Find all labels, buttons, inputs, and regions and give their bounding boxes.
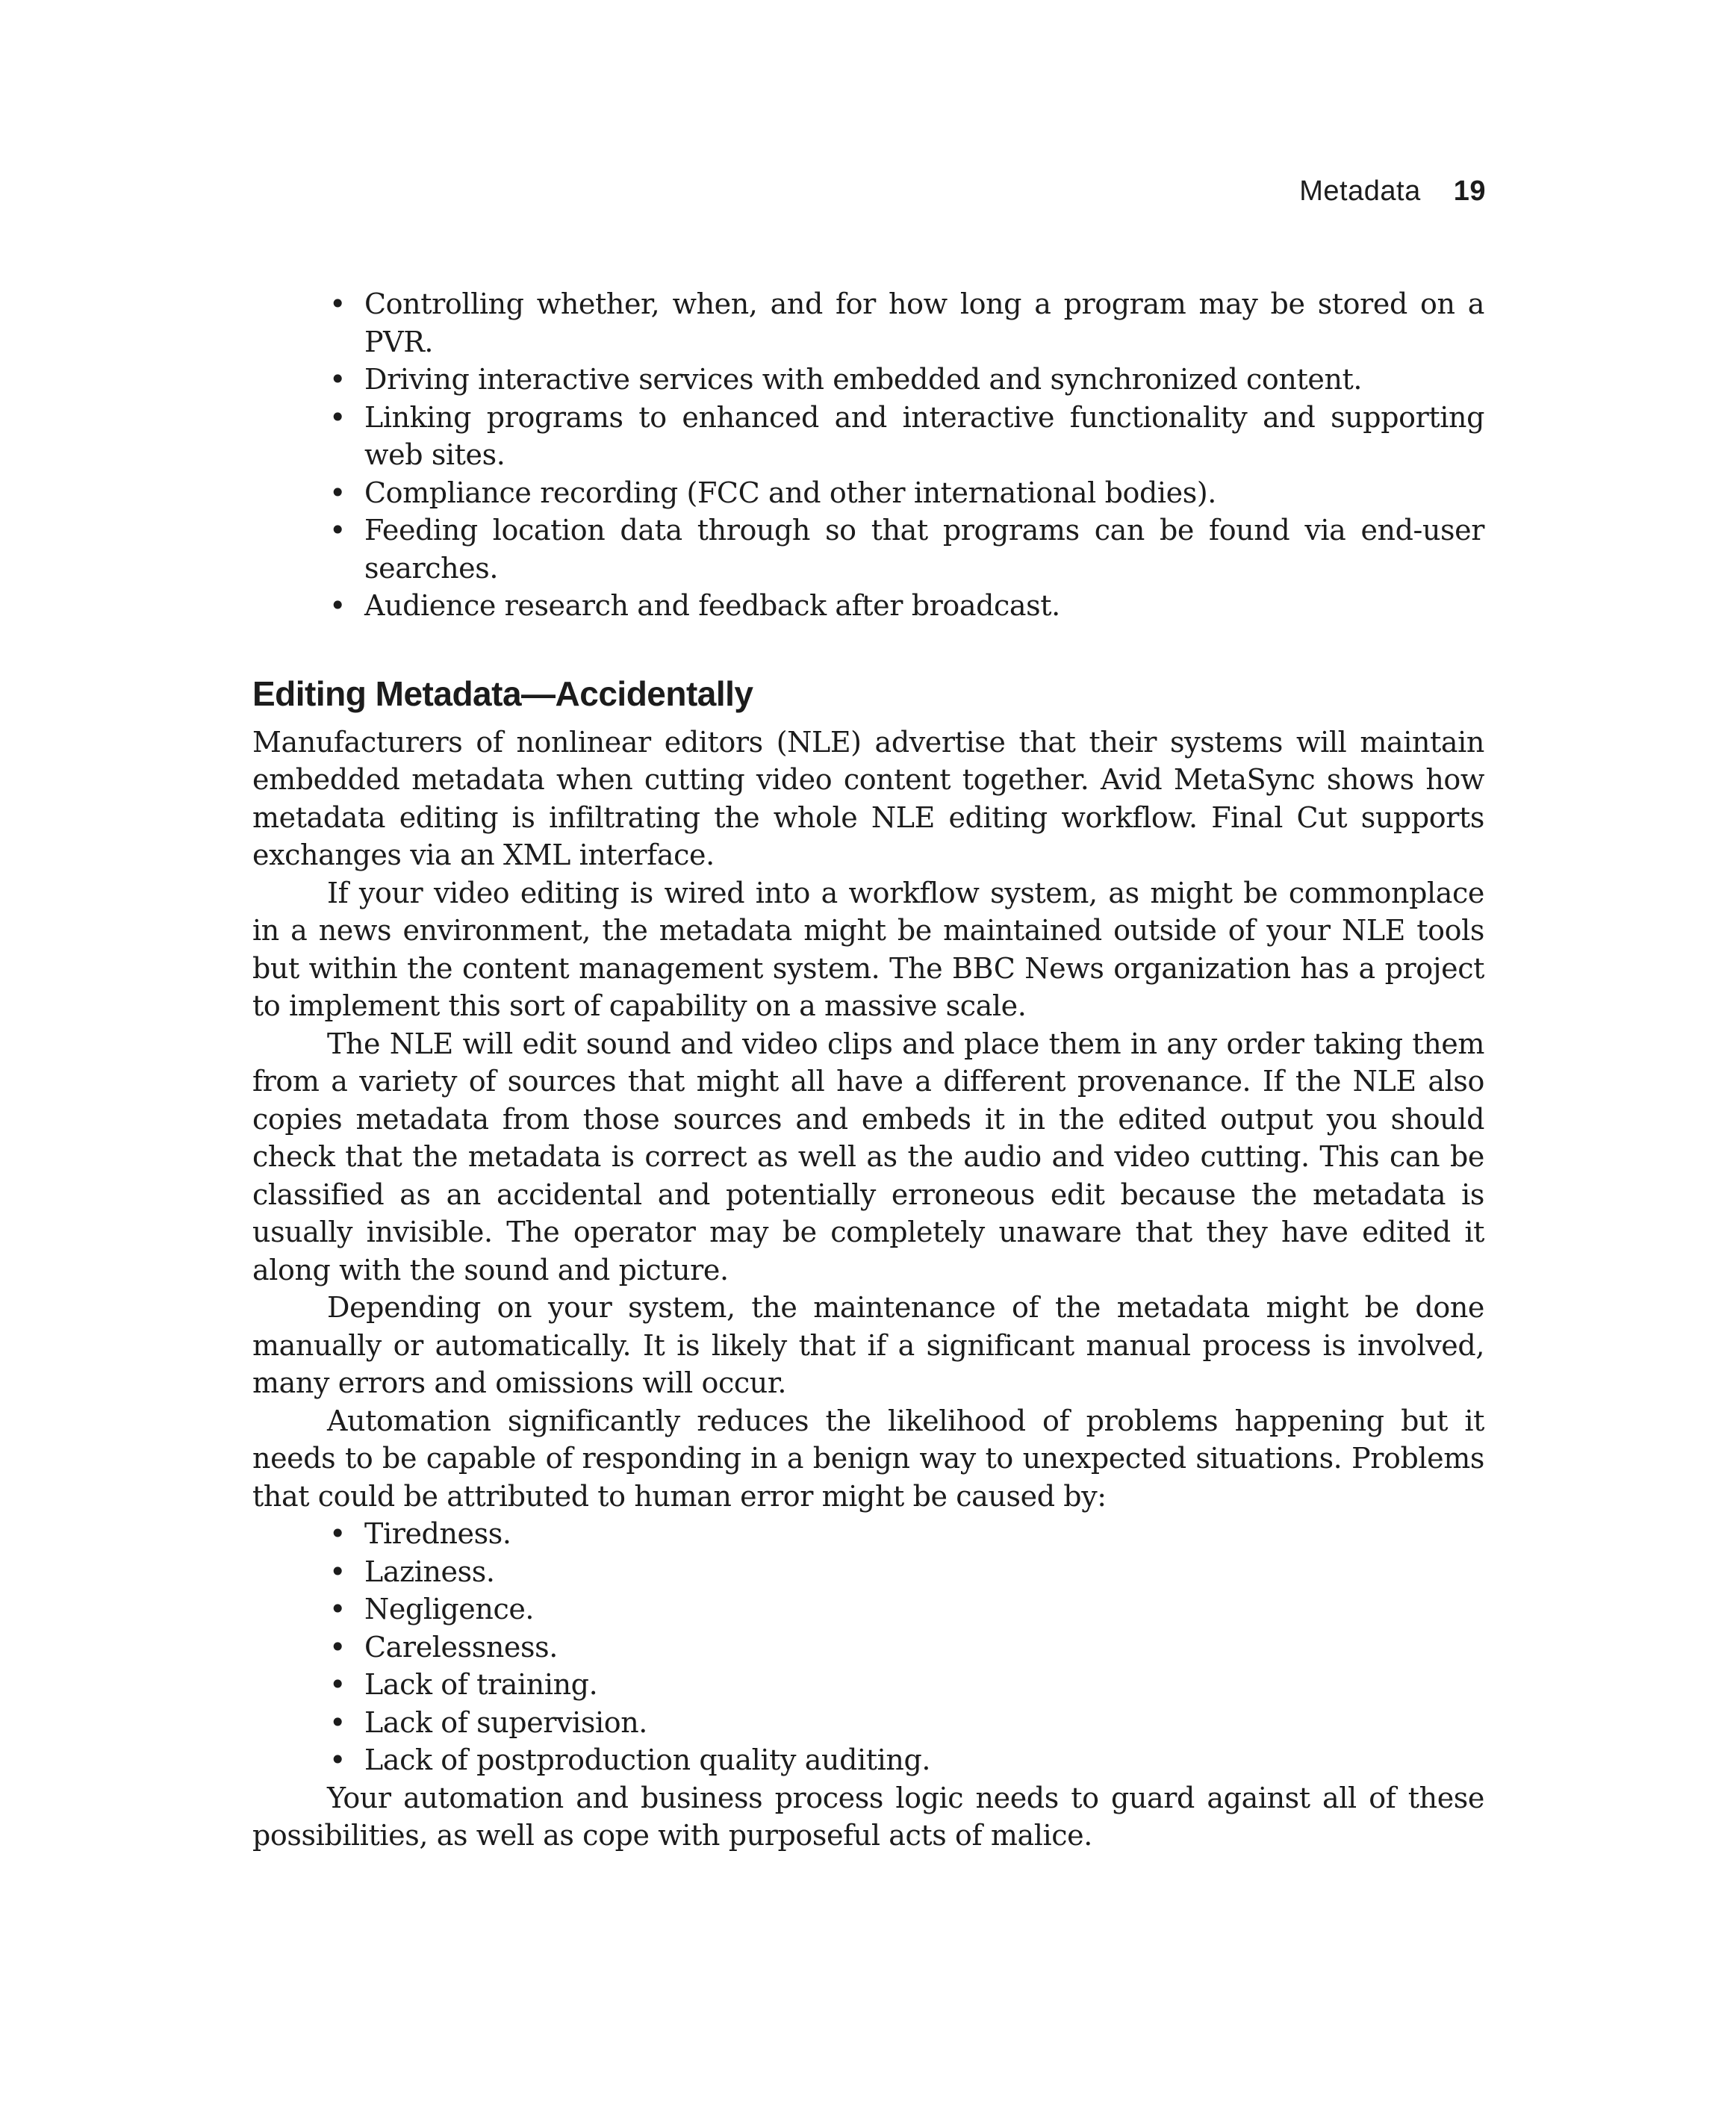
bullet-icon: •	[329, 1593, 346, 1625]
running-header	[1299, 170, 1486, 212]
list-item-text: Compliance recording (FCC and other international bodies).	[364, 476, 1216, 509]
list-item	[252, 1515, 1484, 1553]
list-item	[252, 399, 1484, 474]
list-item-text: Feeding location data through so that programs can be found via end-user searches.	[364, 514, 1484, 585]
list-item	[252, 1628, 1484, 1667]
page-content	[252, 285, 1484, 1855]
list-item-text: Controlling whether, when, and for how long a program may be stored on a PVR.	[364, 287, 1484, 358]
bullet-icon: •	[329, 1668, 346, 1701]
bullet-list-uses	[252, 285, 1484, 625]
list-item-text: Audience research and feedback after broadcast.	[364, 589, 1060, 622]
list-item-text: Laziness.	[364, 1555, 495, 1588]
paragraph: The NLE will edit sound and video clips and place them in any order taking them from a variety of sources that might all have a different provenance. If the NLE also copies metadata from those sources and embeds it in the edited output you should check that the metadata is correct as well as the audio and video cutting. This can be classified as an accidental and potentially erroneous edit because the metadata is usually invisible. The operator may be completely unaware that they have edited it along with the sound and picture.	[252, 1027, 1484, 1287]
list-item	[252, 1704, 1484, 1742]
section-heading: Editing Metadata—Accidentally	[252, 673, 753, 713]
list-item	[252, 285, 1484, 361]
list-item-text: Lack of supervision.	[364, 1705, 647, 1739]
list-item-text: Tiredness.	[364, 1517, 511, 1550]
list-item	[252, 1590, 1484, 1628]
list-item	[252, 1666, 1484, 1704]
list-item-text: Lack of postproduction quality auditing.	[364, 1743, 931, 1776]
bullet-icon: •	[329, 1555, 346, 1588]
list-item	[252, 1741, 1484, 1779]
closing-paragraph: Your automation and business process logic needs to guard against all of these possibilities, as well as cope with purposeful acts of malice.	[252, 1781, 1484, 1852]
bullet-icon: •	[329, 1743, 346, 1776]
paragraph: Depending on your system, the maintenance of the metadata might be done manually or automatically. It is likely that if a significant manual process is involved, many errors and omissions will occur.	[252, 1291, 1484, 1399]
running-header-title: Metadata	[1299, 175, 1421, 207]
page-number: 19	[1453, 175, 1486, 207]
paragraph: Manufacturers of nonlinear editors (NLE) advertise that their systems will maintain embedded metadata when cutting video content together. Avid MetaSync shows how metadata editing is infiltrating the whole NLE editing workflow. Final Cut supports exchanges via an XML interface.	[252, 725, 1484, 871]
list-item-text: Negligence.	[364, 1593, 535, 1625]
bullet-icon: •	[329, 400, 346, 434]
list-item-text: Linking programs to enhanced and interactive functionality and supporting web sites.	[364, 400, 1484, 471]
list-item	[252, 474, 1484, 512]
paragraph: If your video editing is wired into a workflow system, as might be commonplace in a news environment, the metadata might be maintained outside of your NLE tools but within the content management system. The BBC News organization has a project to implement this sort of capability on a massive scale.	[252, 876, 1484, 1022]
bullet-icon: •	[329, 589, 346, 622]
list-item-text: Lack of training.	[364, 1668, 598, 1701]
bullet-list-causes	[252, 1515, 1484, 1779]
bullet-icon: •	[329, 363, 346, 396]
bullet-icon: •	[329, 287, 346, 320]
bullet-icon: •	[329, 1517, 346, 1550]
bullet-icon: •	[329, 514, 346, 547]
list-item	[252, 511, 1484, 587]
bullet-icon: •	[329, 1705, 346, 1739]
list-item	[252, 361, 1484, 399]
list-item-text: Driving interactive services with embedded and synchronized content.	[364, 363, 1363, 396]
list-item	[252, 1553, 1484, 1591]
list-item	[252, 587, 1484, 625]
bullet-icon: •	[329, 1630, 346, 1664]
list-item-text: Carelessness.	[364, 1630, 558, 1664]
paragraph: Automation significantly reduces the likelihood of problems happening but it needs to be capable of responding in a benign way to unexpected situations. Problems that could be attributed to human error might be caused by:	[252, 1404, 1484, 1513]
bullet-icon: •	[329, 476, 346, 509]
